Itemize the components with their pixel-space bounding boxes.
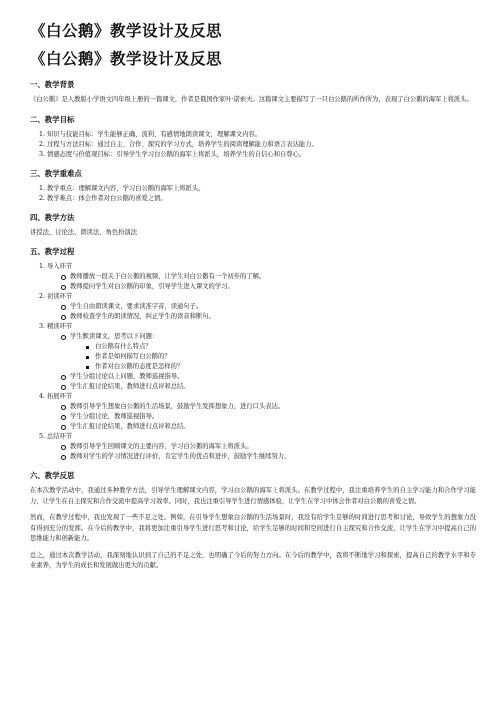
question-list <box>70 342 476 372</box>
substep-item: 教师引导学生想象白公鹅的生活场景，鼓励学生发挥想象力，进行口头表达。 <box>61 402 476 412</box>
process-step <box>47 392 476 432</box>
process-step <box>47 322 476 392</box>
heading-methods: 四、教学方法 <box>30 212 75 222</box>
step-substeps <box>47 272 476 292</box>
goal-item: 1. 知识与技能目标：学生能够正确、流利、有感情地朗读课文，理解课文内容。 <box>47 130 476 140</box>
step-substeps <box>47 302 476 322</box>
key-points-list <box>30 184 476 204</box>
question-item: 作者对白公鹅的态度是怎样的？ <box>86 362 476 372</box>
process-step <box>47 262 476 292</box>
heading-goals: 二、教学目标 <box>30 114 75 124</box>
reflection-paragraph: 总之，通过本次教学活动，我深刻地认识到了自己的不足之处，也明确了今后的努力方向。在今后的教学中，我将不断地学习和探索，提高自己的教学水平和专业素养，为学生的成长和发展做出更大的贡献。 <box>30 551 476 569</box>
substep-item: 教师检查学生的朗读情况，纠正学生的读音和断句。 <box>61 312 476 322</box>
substep-item: 学生分组讨论以上问题，教师巡视指导。 <box>61 372 476 382</box>
methods-paragraph: 讲授法、讨论法、朗读法、角色扮演法 <box>30 228 138 236</box>
substep-item <box>61 332 476 372</box>
step-label: 初读环节 <box>47 293 73 300</box>
step-substeps <box>47 442 476 462</box>
heading-process: 五、教学过程 <box>30 247 75 256</box>
step-label: 拓展环节 <box>47 393 73 400</box>
key-point-item: 2. 教学难点：体会作者对白公鹅的喜爱之情。 <box>47 194 476 204</box>
substep-item: 教师对学生的学习情况进行评价，肯定学生的优点和进步，鼓励学生继续努力。 <box>61 452 476 462</box>
substep-item: 教师引导学生回顾课文的主要内容，学习白公鹅的海军上将派头。 <box>61 442 476 452</box>
key-point-item: 1. 教学重点：理解课文内容，学习白公鹅的海军上将派头。 <box>47 184 476 194</box>
process-step <box>47 292 476 322</box>
substep-item: 学生分组讨论，教师巡视指导。 <box>61 412 476 422</box>
step-substeps <box>47 402 476 432</box>
heading-key-points: 三、教学重难点 <box>30 168 82 178</box>
step-label: 导入环节 <box>47 263 73 270</box>
heading-reflection: 六、教学反思 <box>30 471 75 480</box>
step-substeps <box>47 332 476 392</box>
step-label: 精读环节 <box>47 323 73 330</box>
document-title-repeat: 《白公鹅》教学设计及反思 <box>30 49 223 68</box>
question-item: 白公鹅有什么特点？ <box>86 342 476 352</box>
substep-item: 学生汇报讨论结果，教师进行点评和总结。 <box>61 422 476 432</box>
process-step <box>47 432 476 462</box>
substep-item: 学生自由朗读课文，要求读准字音，读通句子。 <box>61 302 476 312</box>
step-label: 总结环节 <box>47 433 73 440</box>
reflection-paragraph: 在本次教学活动中，我通过多种教学方法，引导学生理解课文内容，学习白公鹅的海军上将派头。在教学过程中，我注重培养学生的自主学习能力和合作学习能力，让学生在自主探究和合作交流中提高学习效率。同时，我也注重引导学生进行情感体验，让学生在学习中体会作者对白公鹅的喜爱之情。 <box>30 487 476 505</box>
substep-text: 学生默读课文，思考以下问题： <box>70 333 159 340</box>
substep-item: 学生汇报讨论结果，教师进行点评和总结。 <box>61 382 476 392</box>
heading-background: 一、教学背景 <box>30 80 75 89</box>
goals-list <box>30 130 476 160</box>
background-paragraph: 《白公鹅》是人教版小学语文四年级上册的一篇课文，作者是俄国作家叶·诺索夫。这篇课文主要描写了一只白公鹅的所作所为，表现了白公鹅的海军上将派头。 <box>30 96 473 103</box>
document-title: 《白公鹅》教学设计及反思 <box>30 21 223 40</box>
question-item: 作者是如何描写白公鹅的？ <box>86 352 476 362</box>
goal-item: 3. 情感态度与价值观目标：引导学生学习白公鹅的海军上将派头，培养学生的自信心和自尊心。 <box>47 150 476 160</box>
substep-item: 教师播放一段关于白公鹅的视频，让学生对白公鹅有一个初步的了解。 <box>61 272 476 282</box>
goal-item: 2. 过程与方法目标：通过自主、合作、探究的学习方式，培养学生的阅读理解能力和语言表达能力。 <box>47 140 476 150</box>
substep-item: 教师提问学生对白公鹅的印象，引导学生进入课文的学习。 <box>61 282 476 292</box>
reflection-paragraph: 然而，在教学过程中，我也发现了一些不足之处。例如，在引导学生想象白公鹅的生活场景时，我没有给学生足够的时间进行思考和讨论，导致学生的想象力没有得到充分的发挥。在今后的教学中，我将更加注重引导学生进行思考和讨论，给学生足够的时间和空间进行自主探究和合作交流，让学生在学习中提高自己的思维能力和创新能力。 <box>30 514 476 542</box>
process-steps-list <box>30 262 476 462</box>
